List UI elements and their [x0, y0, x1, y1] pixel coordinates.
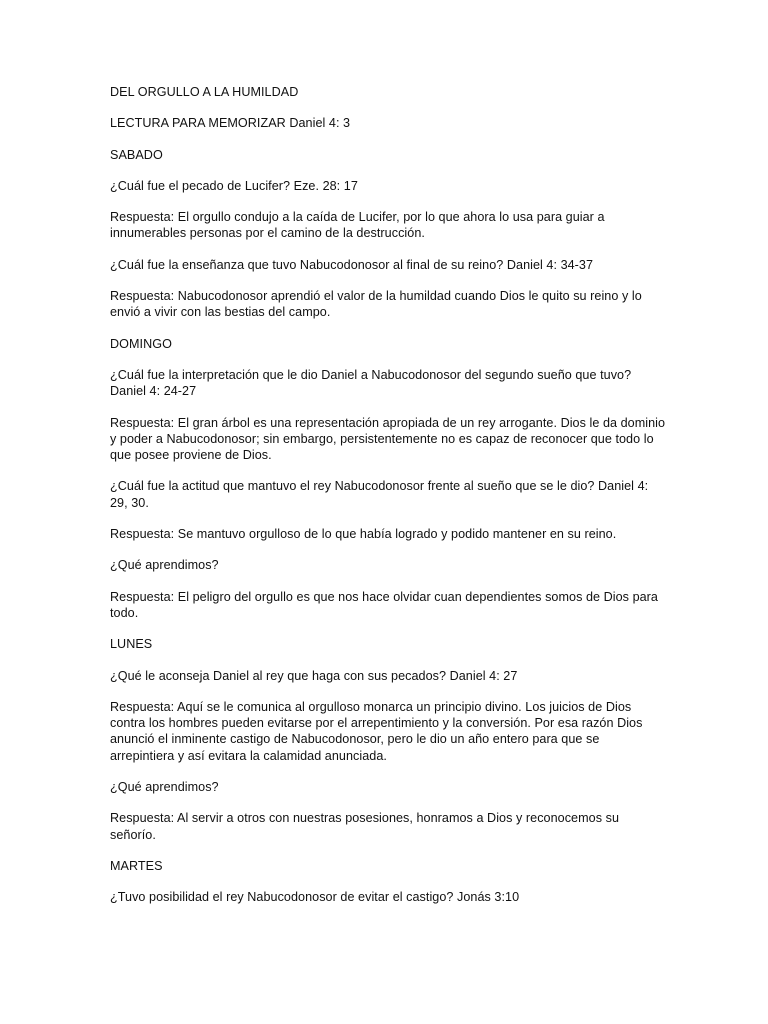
question-paragraph: ¿Cuál fue la interpretación que le dio Daniel a Nabucodonosor del segundo sueño que tuvo? Daniel 4: 24-27	[110, 367, 632, 399]
answer-paragraph: Respuesta: Nabucodonosor aprendió el valor de la humildad cuando Dios le quito su reino y lo envió a vivir con las bestias del campo.	[110, 289, 642, 320]
answer-paragraph: Respuesta: Al servir a otros con nuestras posesiones, honramos a Dios y reconocemos su señorío.	[110, 811, 619, 842]
day-heading-martes: MARTES	[110, 858, 163, 873]
document-page	[110, 84, 666, 921]
answer-paragraph: Respuesta: El peligro del orgullo es que nos hace olvidar cuan dependientes somos de Dios para todo.	[110, 589, 658, 620]
question-paragraph: ¿Cuál fue el pecado de Lucifer? Eze. 28: 17	[110, 178, 358, 193]
question-paragraph: ¿Tuvo posibilidad el rey Nabucodonosor de evitar el castigo? Jonás 3:10	[110, 890, 520, 905]
answer-paragraph: Respuesta: El gran árbol es una representación apropiada de un rey arrogante. Dios le da dominio y poder a Nabucodonosor; sin embargo, persistentemente no es capaz de reconocer que todo lo que posee proviene de Dios.	[110, 415, 666, 463]
day-heading-lunes: LUNES	[110, 637, 153, 652]
memory-verse: LECTURA PARA MEMORIZAR Daniel 4: 3	[110, 116, 351, 131]
answer-paragraph: Respuesta: Aquí se le comunica al orgulloso monarca un principio divino. Los juicios de Dios contra los hombres pueden evitarse por el arrepentimiento y la conversión. Por esa razón Dios anunció el inminente castigo de Nabucodonosor, pero le dio un año entero para que se arrepintiera y así evitara la calamidad anunciada.	[110, 699, 643, 763]
question-paragraph: ¿Qué aprendimos?	[110, 780, 219, 795]
day-heading-sabado: SABADO	[110, 147, 163, 162]
day-heading-domingo: DOMINGO	[110, 336, 172, 351]
question-paragraph: ¿Cuál fue la enseñanza que tuvo Nabucodonosor al final de su reino? Daniel 4: 34-37	[110, 257, 594, 272]
answer-paragraph: Respuesta: El orgullo condujo a la caída de Lucifer, por lo que ahora lo usa para guiar a innumerables personas por el camino de la destrucción.	[110, 210, 605, 241]
question-paragraph: ¿Cuál fue la actitud que mantuvo el rey Nabucodonosor frente al sueño que se le dio? Daniel 4: 29, 30.	[110, 479, 649, 510]
question-paragraph: ¿Qué aprendimos?	[110, 558, 219, 573]
answer-paragraph: Respuesta: Se mantuvo orgulloso de lo que había logrado y podido mantener en su reino.	[110, 527, 617, 542]
question-paragraph: ¿Qué le aconseja Daniel al rey que haga con sus pecados? Daniel 4: 27	[110, 668, 518, 683]
document-title: DEL ORGULLO A LA HUMILDAD	[110, 85, 299, 99]
